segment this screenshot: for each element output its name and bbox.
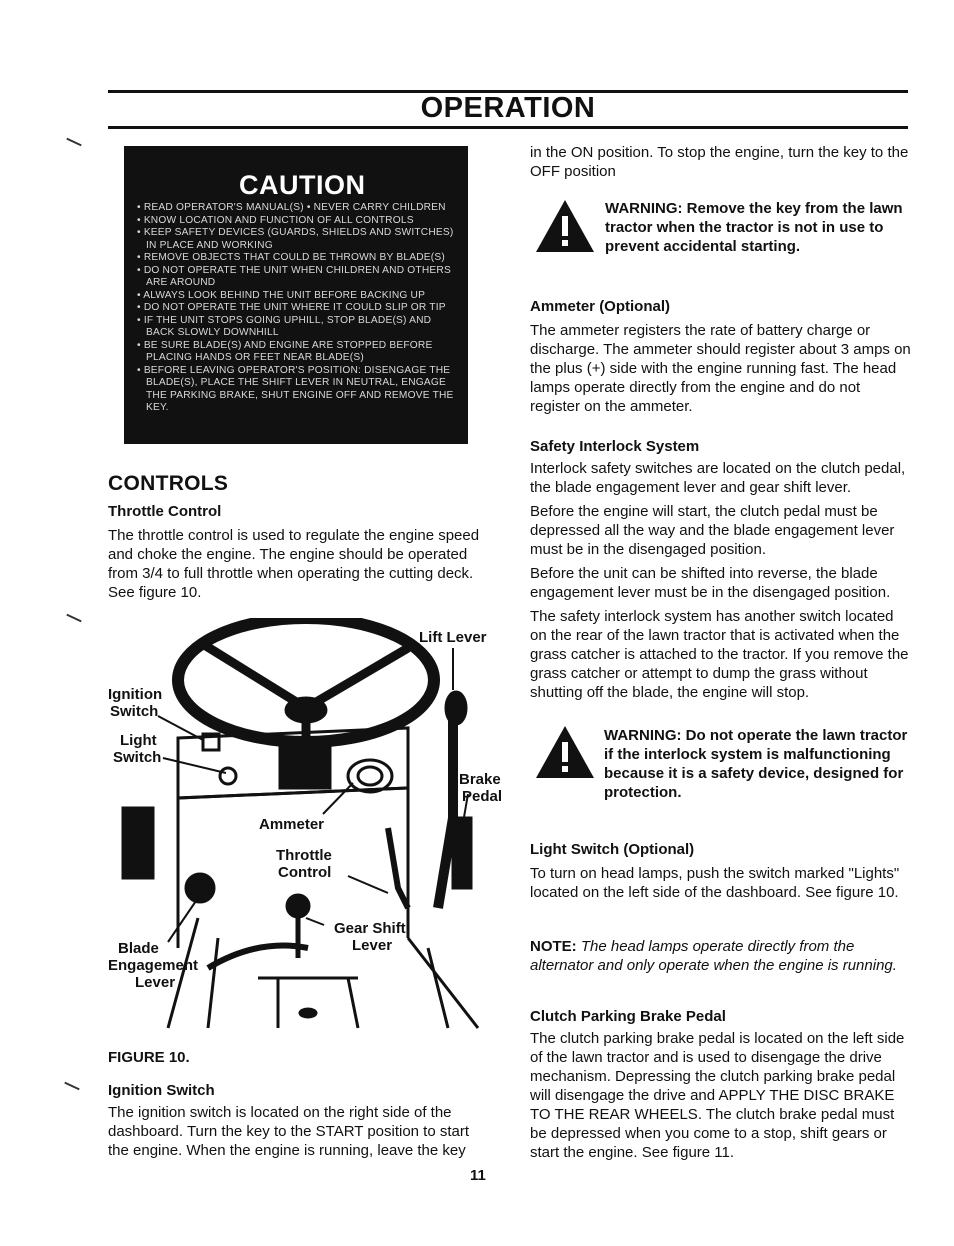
figure-label-light-switch: Light (120, 732, 157, 749)
note (530, 937, 912, 975)
controls-heading: CONTROLS (108, 472, 229, 495)
brake-pedal-shape (453, 818, 471, 888)
light-switch-section (530, 840, 912, 902)
figure-label-throttle-control: Control (278, 864, 332, 881)
clutch-text: The clutch parking brake pedal is located on the left side of the lawn tractor and is used to disengage the drive mechanism. Depressing the clutch parking brake pedal will disengage the drive and APPLY THE DISC BRAKE TO THE REAR WHEELS. The clutch brake pedal must be depressed when you come to a stop, shift gears or start the engine. See figure 11. (530, 1030, 905, 1161)
ammeter-heading: Ammeter (Optional) (530, 298, 671, 315)
leader-line (348, 876, 388, 893)
throttle-section (108, 502, 490, 602)
caution-item: • KNOW LOCATION AND FUNCTION OF ALL CONTROLS (137, 215, 459, 228)
page-number: 11 (470, 1167, 486, 1184)
throttle-text: The throttle control is used to regulate the engine speed and choke the engine. The engine should be operated from 3/4 to full throttle when operating the cutting deck. See figure 10. (108, 527, 480, 601)
note-text: The head lamps operate directly from the alternator and only operate when the engine is running. (530, 938, 897, 974)
warning-icon (534, 724, 596, 780)
ignition-text: The ignition switch is located on the right side of the dashboard. Turn the key to the START position to start the engine. When the engine is running, leave the key (108, 1104, 470, 1159)
blade-lever-shape (208, 946, 308, 969)
warning-remove-key: WARNING: Remove the key from the lawn tractor when the tractor is not in use to prevent accidental starting. (605, 200, 903, 255)
ignition-section (108, 1081, 490, 1160)
figure-label-brake-pedal: Pedal (462, 788, 503, 805)
ammeter-face (358, 767, 382, 785)
figure-label-brake-pedal: Brake (459, 771, 501, 788)
note-label: NOTE: (530, 938, 577, 955)
page-title: OPERATION (420, 92, 596, 124)
caution-item: • BEFORE LEAVING OPERATOR'S POSITION: DISENGAGE THE BLADE(S), PLACE THE SHIFT LEVER IN NEUTRAL, ENGAGE THE PARKING BRAKE, SHUT ENGINE OFF AND REMOVE THE KEY. (137, 365, 459, 415)
throttle-lever-shape (388, 828, 408, 908)
safety-text: Before the engine will start, the clutch pedal must be depressed all the way and the blade engagement lever must be in the disengaged position. (530, 503, 895, 558)
steering-column (280, 743, 330, 788)
light-heading: Light Switch (Optional) (530, 841, 695, 858)
margin-mark (66, 614, 81, 623)
figure-label-ignition-switch: Ignition (108, 686, 163, 703)
caution-list (137, 202, 459, 415)
steering-hub (286, 698, 326, 722)
figure-label-lift-lever: Lift Lever (419, 629, 487, 646)
caution-item: • DO NOT OPERATE THE UNIT WHEN CHILDREN AND OTHERS ARE AROUND (137, 265, 459, 290)
figure-caption: FIGURE 10. (108, 1049, 190, 1066)
caution-item: • BE SURE BLADE(S) AND ENGINE ARE STOPPED BEFORE PLACING HANDS OR FEET NEAR BLADE(S) (137, 340, 459, 365)
figure-label-blade-engagement: Blade (118, 940, 159, 957)
warning-interlock: WARNING: Do not operate the lawn tractor if the interlock system is malfunctioning because it is a safety device, designed for protection. (604, 727, 908, 801)
safety-text: The safety interlock system has another switch located on the rear of the lawn tractor that is activated when the grass catcher is attached to the tractor. If you remove the grass catcher or attempt to dump the grass without shutting off the blade, the engine will stop. (530, 608, 909, 701)
caution-box (124, 146, 468, 444)
caution-item: • KEEP SAFETY DEVICES (GUARDS, SHIELDS AND SWITCHES) IN PLACE AND WORKING (137, 227, 459, 252)
leader-line (163, 758, 226, 773)
warning-icon (534, 198, 596, 254)
caution-item: • DO NOT OPERATE THE UNIT WHERE IT COULD SLIP OR TIP (137, 302, 459, 315)
figure-label-gear-shift-lever: Gear Shift (334, 920, 406, 937)
clutch-heading: Clutch Parking Brake Pedal (530, 1008, 726, 1025)
caution-item: • IF THE UNIT STOPS GOING UPHILL, STOP BLADE(S) AND BACK SLOWLY DOWNHILL (137, 315, 459, 340)
ammeter-text: The ammeter registers the rate of battery charge or discharge. The ammeter should register about 3 amps on the plus (+) side with the engine running fast. The head lamps operate directly from the engine and do not register on the ammeter. (530, 322, 911, 415)
figure-label-light-switch: Switch (113, 749, 162, 766)
caution-item: • ALWAYS LOOK BEHIND THE UNIT BEFORE BACKING UP (137, 290, 459, 303)
safety-interlock-section (530, 437, 912, 702)
caution-item: • REMOVE OBJECTS THAT COULD BE THROWN BY BLADE(S) (137, 252, 459, 265)
ignition-key (220, 768, 236, 784)
safety-text: Before the unit can be shifted into reverse, the blade engagement lever must be in the disengaged position. (530, 565, 891, 601)
figure-label-ammeter: Ammeter (259, 816, 325, 833)
steering-wheel-spoke (206, 646, 306, 708)
leader-line (306, 918, 324, 925)
figure-label-blade-engagement: Engagement (108, 957, 199, 974)
margin-mark (64, 1082, 79, 1091)
header-rule-bottom (108, 126, 908, 129)
throttle-heading: Throttle Control (108, 503, 222, 520)
figure-label-throttle-control: Throttle (276, 847, 332, 864)
caution-title: CAUTION (239, 170, 366, 200)
steering-wheel-spoke (306, 648, 408, 708)
caution-item: • READ OPERATOR'S MANUAL(S) • NEVER CARRY CHILDREN (137, 202, 459, 215)
figure-label-gear-shift-lever: Lever (352, 937, 393, 954)
margin-mark (66, 138, 81, 147)
light-text: To turn on head lamps, push the switch marked "Lights" located on the left side of the dashboard. See figure 10. (530, 865, 900, 901)
ammeter-gauge (348, 760, 392, 792)
blade-pedal-shape (123, 808, 153, 878)
gear-shift-knob (287, 895, 309, 917)
safety-text: Interlock safety switches are located on the clutch pedal, the blade engagement lever and gear shift lever. (530, 460, 906, 496)
safety-heading: Safety Interlock System (530, 438, 700, 455)
clutch-section (530, 1007, 912, 1162)
lift-lever-shape (438, 708, 453, 908)
ignition-heading: Ignition Switch (108, 1082, 215, 1099)
figure-label-blade-engagement: Lever (135, 974, 176, 991)
ammeter-section (530, 297, 912, 416)
figure-label-ignition-switch: Switch (110, 703, 159, 720)
ignition-continued: in the ON position. To stop the engine, turn the key to the OFF position (530, 144, 909, 180)
